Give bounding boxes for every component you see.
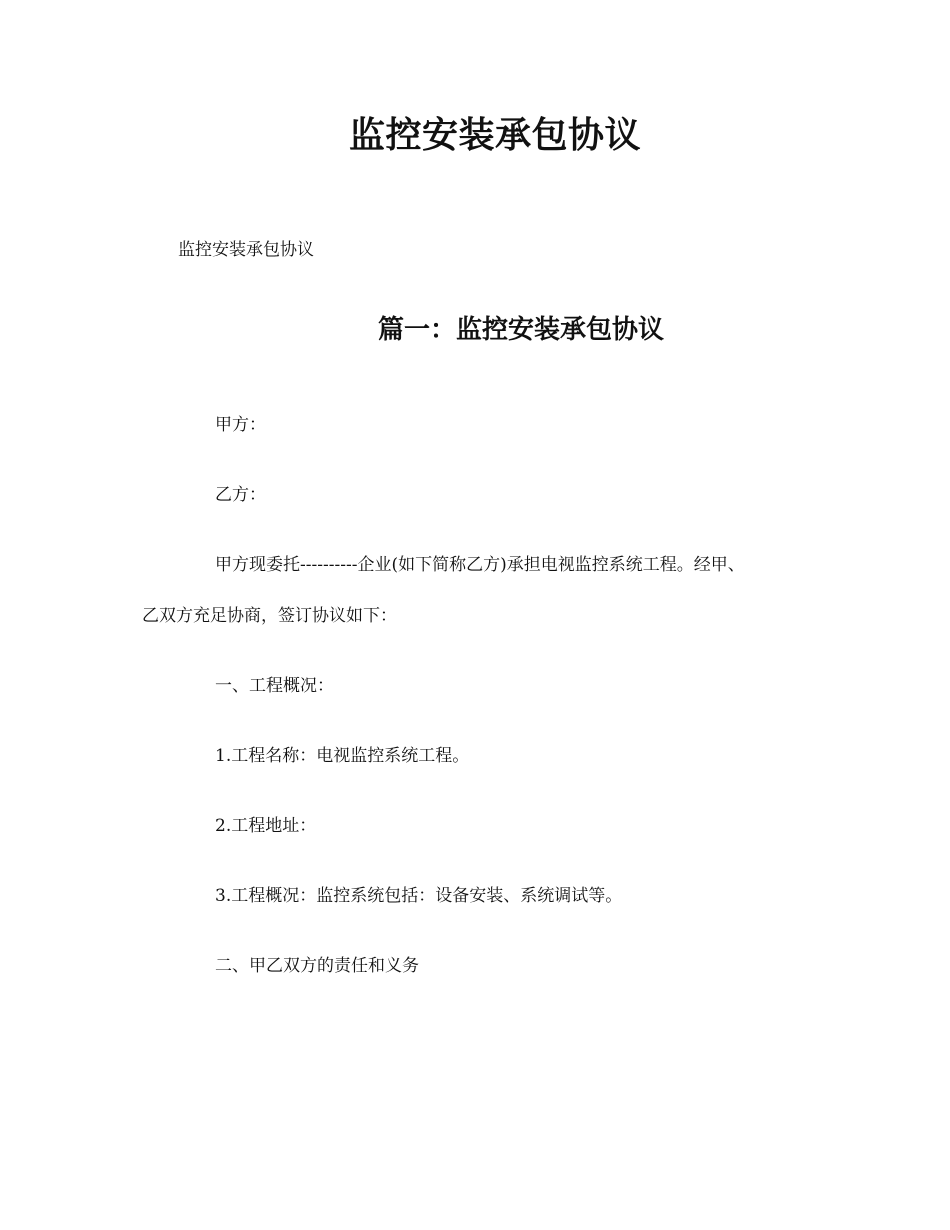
clause-1-item-3: 3.工程概况：监控系统包括：设备安装、系统调试等。 xyxy=(215,886,623,906)
clause-2-title: 二、甲乙双方的责任和义务 xyxy=(215,956,419,976)
intro-paragraph-line-1: 甲方现委托----------企业(如下简称乙方)承担电视监控系统工程。经甲、 xyxy=(215,555,745,575)
document-title: 监控安装承包协议 xyxy=(348,114,641,156)
party-b-line: 乙方： xyxy=(215,485,266,505)
clause-1-title: 一、工程概况： xyxy=(215,676,334,696)
section-heading: 篇一：监控安装承包协议 xyxy=(377,315,664,345)
intro-paragraph-line-2: 乙双方充足协商，签订协议如下： xyxy=(142,606,397,626)
document-subtitle: 监控安装承包协议 xyxy=(178,240,314,260)
clause-1-item-1: 1.工程名称：电视监控系统工程。 xyxy=(215,746,470,766)
clause-1-item-2: 2.工程地址： xyxy=(215,816,317,836)
party-a-line: 甲方： xyxy=(215,415,266,435)
